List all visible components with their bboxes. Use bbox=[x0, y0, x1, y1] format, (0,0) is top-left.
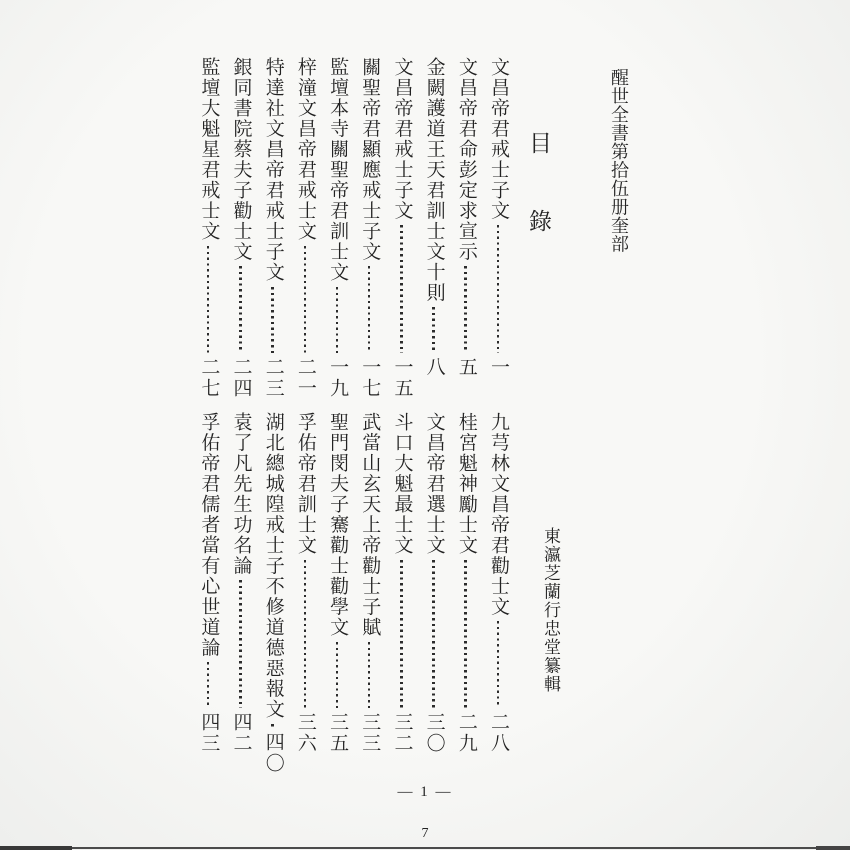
toc-entry-page: 一五 bbox=[391, 357, 413, 399]
toc-entry-title: 斗口大魁最士文 bbox=[391, 412, 413, 556]
toc-entry bbox=[450, 412, 482, 754]
toc-entry-page: 三三 bbox=[359, 712, 381, 754]
dot-leader bbox=[271, 287, 274, 354]
dot-leader bbox=[336, 642, 339, 709]
toc-entry-page: 二九 bbox=[455, 712, 477, 754]
scan-artifact-corner-right bbox=[816, 846, 850, 850]
dot-leader bbox=[464, 560, 467, 709]
toc-entry-page: 三五 bbox=[327, 712, 349, 754]
toc-entry-page: 一七 bbox=[359, 357, 381, 399]
toc-entry bbox=[192, 57, 224, 399]
toc-entry bbox=[321, 412, 353, 754]
toc-entry-page: 一 bbox=[488, 357, 509, 378]
footer-page-number: — 1 — bbox=[397, 784, 453, 800]
toc-entry-title: 銀同書院蔡夫子勸士文 bbox=[230, 57, 252, 262]
toc-entry bbox=[417, 412, 449, 754]
toc-entry-page: 五 bbox=[455, 357, 477, 378]
toc-entry bbox=[353, 57, 385, 399]
dot-leader bbox=[432, 560, 435, 709]
toc-entry-title: 孚佑帝君訓士文 bbox=[294, 412, 316, 556]
toc-entry-title: 九芎林文昌帝君勸士文 bbox=[488, 412, 509, 617]
toc-entry-title: 文昌帝君選士文 bbox=[423, 412, 445, 556]
toc-section-title: 目 錄 bbox=[526, 131, 551, 247]
toc-entry-title: 監壇本寺關聖帝君訓士文 bbox=[327, 57, 349, 283]
toc-entry-page: 三六 bbox=[294, 712, 316, 754]
toc-entry bbox=[289, 57, 321, 399]
dot-leader bbox=[304, 246, 307, 354]
dot-leader bbox=[239, 266, 242, 353]
toc-entry bbox=[321, 57, 353, 399]
toc-entry bbox=[224, 57, 256, 399]
toc-entry-page: 四〇 bbox=[262, 731, 284, 774]
toc-entry-page: 二三 bbox=[262, 357, 284, 399]
dot-leader bbox=[368, 266, 371, 353]
dot-leader bbox=[497, 225, 500, 353]
toc-entry-page: 三〇 bbox=[423, 712, 445, 754]
toc-entry-title: 孚佑帝君儒者當有心世道論 bbox=[198, 412, 220, 658]
toc-entry-title: 袁了凡先生功名論 bbox=[230, 412, 252, 576]
dot-leader bbox=[304, 560, 307, 709]
toc-entry bbox=[450, 57, 482, 399]
toc-entry-title: 桂宮魁神勵士文 bbox=[455, 412, 477, 556]
toc-entry bbox=[257, 412, 289, 774]
dot-leader bbox=[207, 662, 210, 708]
toc-entry-page: 八 bbox=[423, 357, 445, 378]
toc-entry-page: 四三 bbox=[198, 712, 220, 754]
toc-entry-page: 二一 bbox=[294, 357, 316, 399]
toc-entry-title: 武當山玄天上帝勸士子賦 bbox=[359, 412, 381, 638]
toc-left-block bbox=[192, 412, 514, 774]
toc-entry-title: 特達社文昌帝君戒士子文 bbox=[262, 57, 284, 283]
book-title: 醒世全書第拾伍册奎部 bbox=[609, 68, 629, 253]
toc-entry-title: 金闕護道王天君訓士文十則 bbox=[423, 57, 445, 303]
dot-leader bbox=[400, 225, 403, 353]
toc-entry-page: 三二 bbox=[391, 712, 413, 754]
toc-entry-title: 湖北總城隍戒士子不修道德惡報文 bbox=[262, 412, 284, 720]
toc-entry bbox=[482, 57, 514, 399]
toc-right-block bbox=[192, 57, 514, 399]
toc-entry-page: 四二 bbox=[230, 712, 252, 754]
toc-entry-page: 二八 bbox=[488, 712, 509, 754]
toc-entry-title: 梓潼文昌帝君戒士文 bbox=[294, 57, 316, 242]
toc-entry-page: 一九 bbox=[327, 357, 349, 399]
compiler-line: 東瀛芝蘭行忠堂纂輯 bbox=[541, 527, 560, 694]
toc-entry-page: 二四 bbox=[230, 357, 252, 399]
toc-entry-title: 文昌帝君命彭定求宣示 bbox=[455, 57, 477, 262]
dot-leader bbox=[368, 642, 371, 709]
toc-entry-title: 監壇大魁星君戒士文 bbox=[198, 57, 220, 242]
toc-entry bbox=[192, 412, 224, 754]
toc-entry-title: 關聖帝君顯應戒士子文 bbox=[359, 57, 381, 262]
dot-leader bbox=[336, 287, 339, 354]
dot-leader bbox=[271, 724, 274, 728]
dot-leader bbox=[207, 246, 210, 354]
dot-leader bbox=[432, 307, 435, 353]
scan-sheet-number: 7 bbox=[421, 826, 429, 841]
toc-entry-title: 文昌帝君戒士子文 bbox=[488, 57, 509, 221]
toc-entry bbox=[224, 412, 256, 754]
toc-entry bbox=[385, 57, 417, 399]
dot-leader bbox=[464, 266, 467, 353]
toc-entry bbox=[385, 412, 417, 754]
toc-entry bbox=[482, 412, 514, 754]
toc-entry bbox=[353, 412, 385, 754]
toc-entry-page: 二七 bbox=[198, 357, 220, 399]
toc-entry-title: 文昌帝君戒士子文 bbox=[391, 57, 413, 221]
toc-entry bbox=[417, 57, 449, 399]
toc-entry bbox=[257, 57, 289, 399]
toc-entry-title: 聖門閔夫子騫勸士勸學文 bbox=[327, 412, 349, 638]
dot-leader bbox=[400, 560, 403, 709]
scan-artifact-corner-left bbox=[0, 846, 72, 850]
toc-entry bbox=[289, 412, 321, 754]
dot-leader bbox=[497, 621, 500, 708]
dot-leader bbox=[239, 580, 242, 708]
scan-artifact-bottom-edge bbox=[0, 847, 850, 849]
